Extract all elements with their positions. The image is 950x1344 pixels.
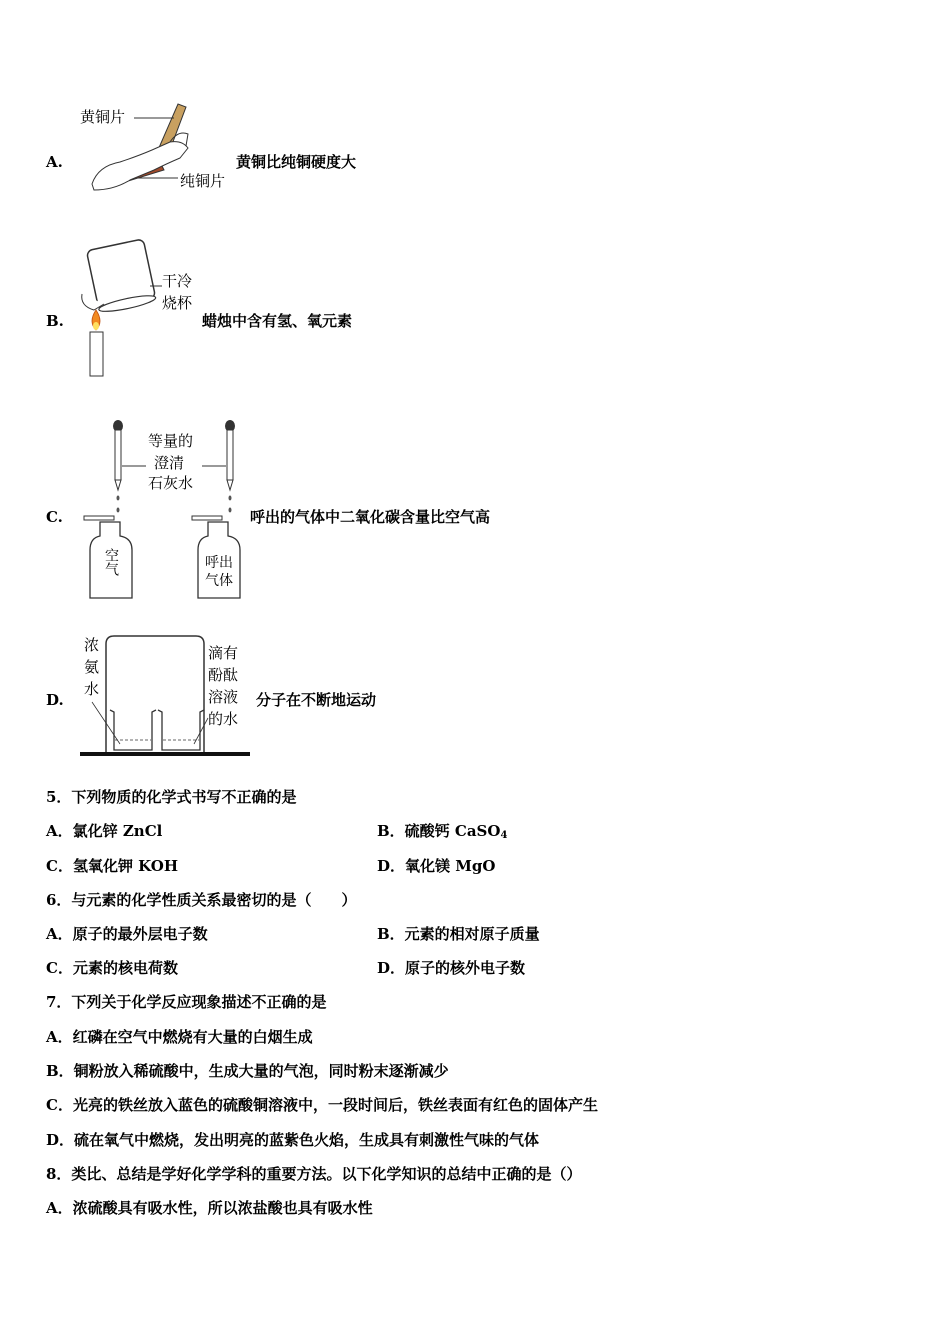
ammonia-diffusion-figure (80, 632, 255, 757)
q7-stem: 7．下列关于化学反应现象描述不正确的是 (46, 993, 327, 1011)
ammonia-label-1: 浓 (84, 636, 100, 654)
q5-option-c: C．氢氧化钾 KOH (46, 857, 179, 875)
q7-option-d: D．硫在氧气中燃烧，发出明亮的蓝紫色火焰，生成具有刺激性气味的气体 (46, 1131, 540, 1149)
option-c-description: 呼出的气体中二氧化碳含量比空气高 (250, 508, 491, 526)
limewater-comparison-figure (80, 418, 250, 603)
q5-option-b-text: B．硫酸钙 CaSO (377, 822, 501, 840)
q6-option-c: C．元素的核电荷数 (46, 959, 178, 977)
beaker-label-line2: 烧杯 (162, 294, 193, 312)
brass-plate-label: 黄铜片 (80, 108, 126, 126)
beaker-label-line1: 干冷 (162, 272, 193, 290)
q5-option-a: A．氯化锌 ZnCl (46, 822, 163, 840)
ammonia-label-2: 氨 (84, 658, 100, 676)
option-d-letter: D. (46, 691, 64, 709)
q7-option-b: B．铜粉放入稀硫酸中，生成大量的气泡，同时粉末逐渐减少 (46, 1062, 449, 1080)
option-a-description: 黄铜比纯铜硬度大 (236, 153, 357, 171)
q5-option-b-subscript: 4 (500, 830, 508, 841)
limewater-label-line2: 澄清 (154, 454, 185, 472)
q5-option-b (377, 821, 507, 846)
exhaled-bottle-label-line1: 呼出 (205, 555, 233, 571)
phenolphthalein-label-4: 的水 (208, 710, 239, 728)
option-b-description: 蜡烛中含有氢、氧元素 (202, 312, 353, 330)
q6-option-d: D．原子的核外电子数 (377, 959, 526, 977)
option-c-letter: C. (46, 508, 63, 526)
ammonia-label-3: 水 (84, 680, 100, 698)
q6-option-a: A．原子的最外层电子数 (46, 925, 208, 943)
option-a-letter: A. (46, 153, 63, 171)
q6-stem: 6．与元素的化学性质关系最密切的是（ ） (46, 891, 357, 909)
option-d-description: 分子在不断地运动 (256, 691, 377, 709)
limewater-label-line1: 等量的 (148, 432, 194, 450)
q7-option-a: A．红磷在空气中燃烧有大量的白烟生成 (46, 1028, 313, 1046)
phenolphthalein-label-1: 滴有 (208, 644, 239, 662)
copper-plate-label: 纯铜片 (180, 172, 226, 190)
phenolphthalein-label-3: 溶液 (208, 688, 239, 706)
q6-option-b: B．元素的相对原子质量 (377, 925, 540, 943)
air-bottle-label: 空气 (103, 548, 119, 576)
q7-option-c: C．光亮的铁丝放入蓝色的硫酸铜溶液中，一段时间后，铁丝表面有红色的固体产生 (46, 1096, 598, 1114)
candle-beaker-figure (74, 234, 204, 379)
brass-copper-scratch-figure (78, 100, 238, 195)
q5-option-d: D．氧化镁 MgO (377, 857, 496, 875)
q8-stem: 8．类比、总结是学好化学学科的重要方法。以下化学知识的总结中正确的是（） (46, 1165, 582, 1183)
exhaled-bottle-label-line2: 气体 (205, 573, 233, 589)
option-b-letter: B. (46, 312, 64, 330)
limewater-label-line3: 石灰水 (148, 474, 194, 492)
phenolphthalein-label-2: 酚酞 (208, 666, 239, 684)
q8-option-a: A．浓硫酸具有吸水性，所以浓盐酸也具有吸水性 (46, 1199, 373, 1217)
q5-stem: 5．下列物质的化学式书写不正确的是 (46, 788, 297, 806)
